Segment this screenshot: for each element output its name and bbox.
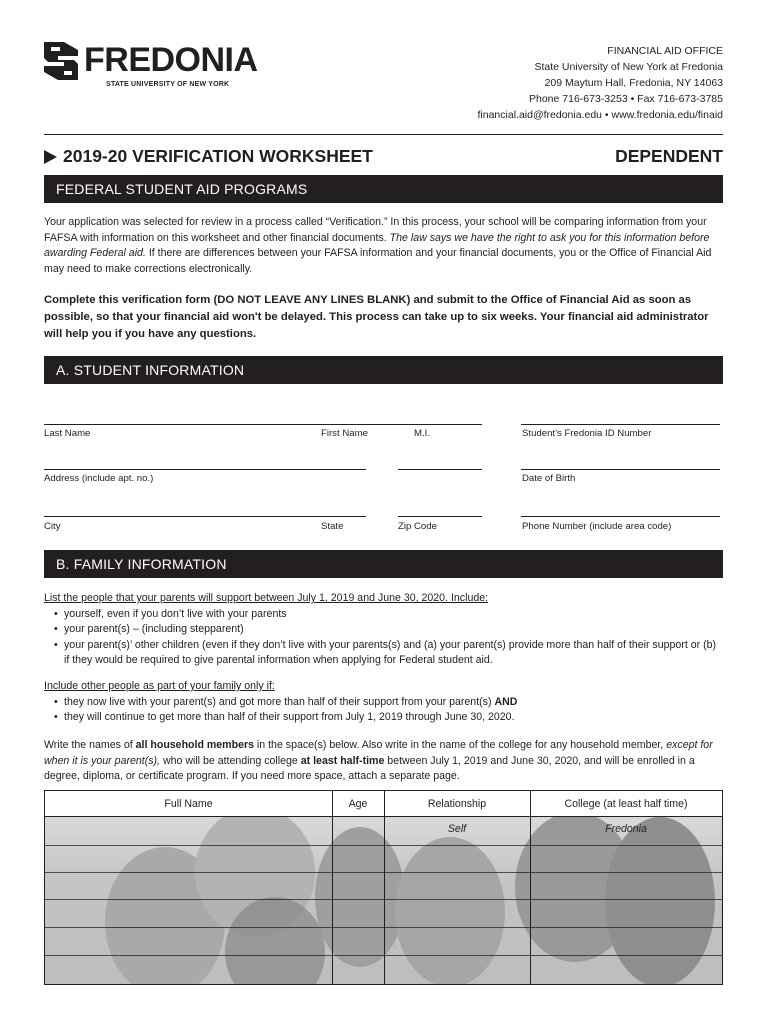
header-divider (44, 134, 723, 135)
office-university: State University of New York at Fredonia (534, 61, 723, 73)
family-other-list (44, 695, 724, 726)
zip-label: Zip Code (398, 521, 437, 532)
photo-person-shape (395, 837, 505, 985)
write-text-d: between July 1, 2019 and June 30, 2020, and will be enrolled in a degree, diploma, or certificate program. If you need more space, attach a separate page. (44, 754, 695, 782)
office-email-web[interactable]: financial.aid@fredonia.edu • www.fredonia.edu/finaid (477, 109, 723, 121)
last-first-mi-line[interactable] (44, 424, 482, 425)
apt-line[interactable] (398, 469, 482, 470)
row-divider (45, 955, 722, 956)
section-heading-family-info: B. FAMILY INFORMATION (44, 550, 723, 578)
office-address: 209 Maytum Hall, Fredonia, NY 14063 (544, 77, 723, 89)
dependency-status-label: DEPENDENT (615, 146, 723, 166)
city-state-line[interactable] (44, 516, 366, 517)
zip-line[interactable] (398, 516, 482, 517)
last-name-label: Last Name (44, 428, 91, 439)
row-divider (45, 872, 722, 873)
address-line[interactable] (44, 469, 366, 470)
mi-label: M.I. (414, 428, 430, 439)
address-label: Address (include apt. no.) (44, 473, 154, 484)
photo-person-shape (605, 817, 715, 985)
family-include-block (44, 591, 724, 669)
col-header-full-name: Full Name (164, 798, 213, 810)
verification-intro-paragraph (44, 215, 724, 277)
section-heading-student-info: A. STUDENT INFORMATION (44, 356, 723, 384)
student-id-line[interactable] (521, 424, 720, 425)
write-bold-2: at least half-time (300, 754, 385, 767)
row-divider (45, 845, 722, 846)
write-italic: except for when it is your parent(s), (44, 739, 713, 767)
fredonia-logo-mark-icon (44, 42, 78, 80)
phone-line[interactable] (521, 516, 720, 517)
self-relationship-cell[interactable]: Self (447, 823, 467, 835)
col-header-relationship: Relationship (427, 798, 487, 810)
list-item (44, 695, 724, 711)
list-item: • yourself, even if you don’t live with your parents (44, 607, 724, 623)
write-text-c: who will be attending college (160, 754, 301, 767)
intro-text-italic: The law says we have the right to ask you for this information before awarding Federal aid. (44, 231, 710, 259)
family-include-intro: List the people that your parents will support between July 1, 2019 and June 30, 2020. Include: (44, 592, 489, 604)
dob-label: Date of Birth (522, 473, 576, 484)
phone-label: Phone Number (include area code) (522, 521, 672, 532)
office-phone-fax: Phone 716-673-3253 • Fax 716-673-3785 (529, 93, 723, 105)
state-label: State (321, 521, 344, 532)
office-name: FINANCIAL AID OFFICE (607, 45, 723, 57)
play-arrow-icon (44, 150, 57, 164)
photo-person-shape (315, 827, 405, 967)
family-other-block (44, 679, 724, 726)
section-heading-programs: FEDERAL STUDENT AID PROGRAMS (44, 175, 723, 203)
intro-text-b: If there are differences between your FAFSA information and your financial documents, you or the Office of Financial Aid may need to make corrections electronically. (44, 247, 712, 275)
list-item: • your parent(s) – (including stepparent) (44, 622, 724, 638)
household-instructions (44, 738, 724, 785)
household-members-table (44, 790, 723, 985)
dob-line[interactable] (521, 469, 720, 470)
logo-subtitle: STATE UNIVERSITY OF NEW YORK (106, 81, 230, 88)
logo-wordmark: FREDONIA (84, 41, 258, 79)
family-other-intro: Include other people as part of your family only if: (44, 680, 275, 692)
col-header-college: College (at least half time) (564, 798, 688, 810)
write-text-a: Write the names of (44, 739, 136, 751)
other-item-bold: AND (494, 695, 518, 708)
list-item: • your parent(s)’ other children (even if they don’t live with your parents(s) and (a) your parent(s) provide more than half of their support or (b) if they would be required to give parental information when applying for Federal student aid. (44, 638, 724, 669)
row-divider (45, 899, 722, 900)
fredonia-logo (44, 40, 274, 92)
intro-text-a: Your application was selected for review in a process called “Verification.” In this process, your school will be comparing information from your FAFSA with information on this worksheet and other financial documents. (44, 216, 707, 244)
row-divider (45, 927, 722, 928)
write-bold-1: all household members (135, 739, 254, 751)
office-contact-block (478, 43, 724, 123)
list-item: • they will continue to get more than half of their support from July 1, 2019 through June 30, 2020. (44, 710, 724, 726)
instructions-paragraph: Complete this verification form (DO NOT LEAVE ANY LINES BLANK) and submit to the Office of Financial Aid as soon as possible, so that your financial aid won't be delayed. This process can take up to six weeks. Your financial aid administrator will help you if you have any questions. (44, 294, 709, 340)
worksheet-title-row (44, 144, 723, 170)
first-name-label: First Name (321, 428, 368, 439)
self-college-cell[interactable]: Fredonia (605, 823, 647, 835)
city-label: City (44, 521, 61, 532)
col-header-age: Age (348, 798, 368, 810)
student-id-label: Student’s Fredonia ID Number (522, 428, 652, 439)
worksheet-title: 2019-20 VERIFICATION WORKSHEET (63, 146, 373, 166)
other-item-text: they now live with your parent(s) and got more than half of their support from your parent(s) (64, 695, 495, 708)
family-include-list (44, 607, 724, 669)
write-text-b: in the space(s) below. Also write in the name of the college for any household member, (253, 739, 667, 751)
